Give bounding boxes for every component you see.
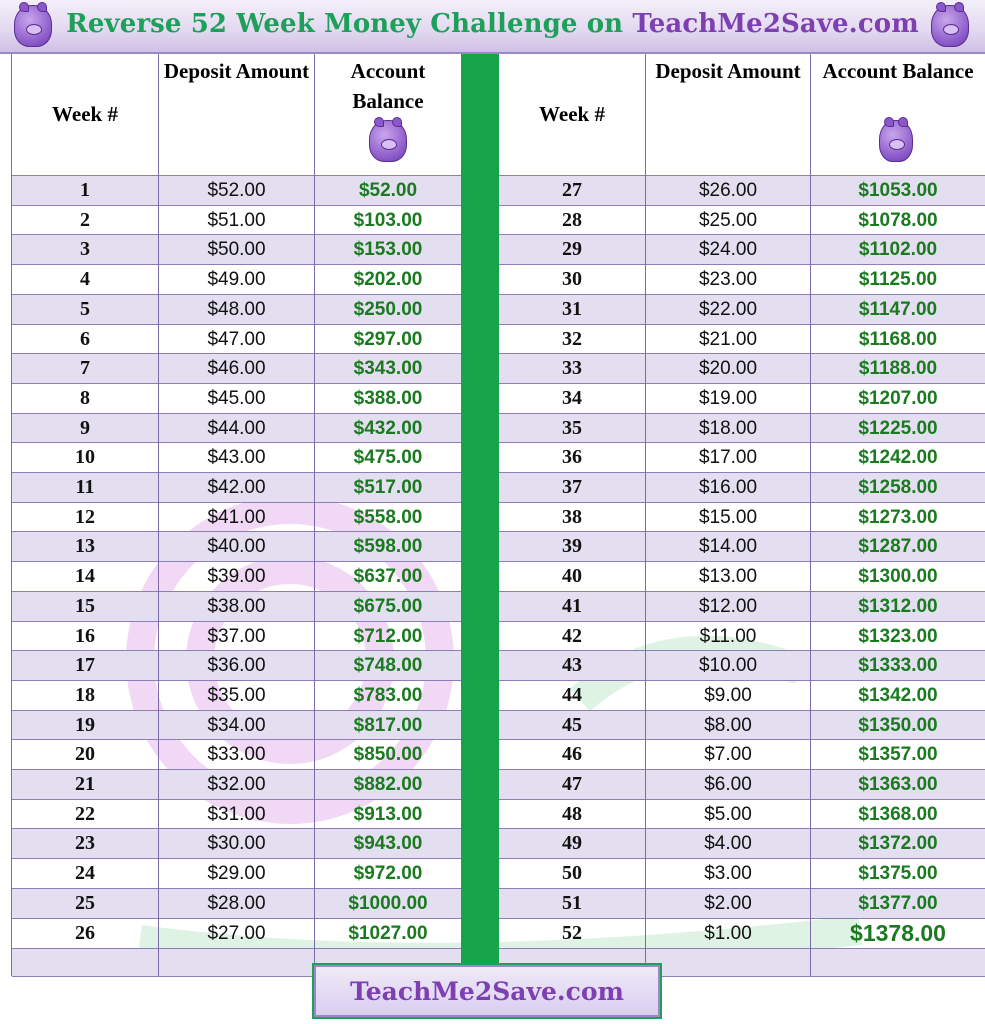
deposit-cell: $22.00 — [698, 298, 758, 320]
grid-line — [645, 54, 646, 976]
deposit-cell: $48.00 — [207, 298, 266, 320]
table-row — [12, 591, 461, 621]
deposit-cell: $33.00 — [207, 743, 266, 765]
deposit-cell: $4.00 — [704, 832, 752, 854]
table-row — [12, 769, 461, 799]
balance-cell: $1333.00 — [858, 654, 938, 676]
header-deposit: Deposit Amount — [163, 59, 310, 83]
week-cell: 37 — [562, 476, 582, 498]
header-deposit: Deposit Amount — [655, 59, 801, 83]
table-row — [499, 324, 985, 354]
balance-cell: $1323.00 — [858, 625, 938, 647]
table-row — [499, 205, 985, 235]
deposit-cell: $35.00 — [207, 684, 266, 706]
deposit-cell: $23.00 — [698, 268, 758, 290]
header-week: Week # — [52, 102, 118, 126]
week-cell: 13 — [75, 535, 95, 557]
center-divider — [461, 54, 499, 966]
week-cell: 11 — [75, 476, 95, 498]
week-cell: 36 — [562, 446, 582, 468]
table-row — [499, 680, 985, 710]
deposit-cell: $27.00 — [207, 922, 266, 944]
week-cell: 50 — [562, 862, 582, 884]
balance-cell: $343.00 — [353, 357, 423, 379]
deposit-cell: $2.00 — [704, 892, 752, 914]
table-row — [12, 799, 461, 829]
table-row — [499, 858, 985, 888]
balance-cell: $1258.00 — [858, 476, 938, 498]
table-row — [12, 650, 461, 680]
deposit-cell: $24.00 — [698, 238, 758, 260]
week-cell: 44 — [562, 684, 582, 706]
table-row — [12, 621, 461, 651]
deposit-cell: $15.00 — [698, 506, 758, 528]
week-cell: 30 — [562, 268, 582, 290]
balance-cell: $1378.00 — [850, 920, 946, 946]
deposit-cell: $10.00 — [698, 654, 758, 676]
balance-cell: $1125.00 — [858, 268, 938, 290]
table-row — [12, 472, 461, 502]
deposit-cell: $49.00 — [207, 268, 266, 290]
balance-cell: $1242.00 — [858, 446, 938, 468]
title-site-name: TeachMe2Save.com — [632, 9, 919, 39]
week-cell: 26 — [75, 922, 95, 944]
balance-cell: $1188.00 — [858, 357, 938, 379]
balance-cell: $913.00 — [353, 803, 423, 825]
deposit-cell: $47.00 — [207, 328, 266, 350]
deposit-cell: $13.00 — [698, 565, 758, 587]
week-cell: 46 — [562, 743, 582, 765]
week-cell: 14 — [75, 565, 95, 587]
week-cell: 51 — [562, 892, 582, 914]
table-row — [499, 294, 985, 324]
table-row — [12, 264, 461, 294]
balance-cell: $52.00 — [358, 179, 418, 201]
balance-cell: $1342.00 — [858, 684, 938, 706]
header-balance: Account Balance — [350, 59, 426, 113]
table-row — [12, 234, 461, 264]
balance-cell: $748.00 — [353, 654, 423, 676]
deposit-cell: $6.00 — [704, 773, 752, 795]
deposit-cell: $17.00 — [698, 446, 758, 468]
balance-cell: $1078.00 — [858, 209, 938, 231]
balance-cell: $1372.00 — [858, 832, 938, 854]
table-row — [12, 858, 461, 888]
deposit-cell: $51.00 — [207, 209, 266, 231]
deposit-cell: $8.00 — [704, 714, 752, 736]
deposit-cell: $46.00 — [207, 357, 266, 379]
balance-cell: $783.00 — [353, 684, 423, 706]
deposit-cell: $14.00 — [698, 535, 758, 557]
deposit-cell: $37.00 — [207, 625, 266, 647]
table-row — [12, 353, 461, 383]
week-cell: 9 — [80, 417, 90, 439]
table-row — [499, 502, 985, 532]
balance-cell: $1207.00 — [858, 387, 938, 409]
balance-cell: $1375.00 — [858, 862, 938, 884]
deposit-cell: $45.00 — [207, 387, 266, 409]
table-row — [12, 502, 461, 532]
balance-cell: $153.00 — [353, 238, 423, 260]
week-cell: 19 — [75, 714, 95, 736]
grid-line — [810, 54, 811, 976]
balance-cell: $1000.00 — [348, 892, 428, 914]
title-banner — [0, 0, 985, 54]
balance-cell: $817.00 — [353, 714, 423, 736]
table-row — [499, 353, 985, 383]
balance-cell: $598.00 — [353, 535, 423, 557]
table-row — [499, 888, 985, 918]
deposit-cell: $30.00 — [207, 832, 266, 854]
week-cell: 16 — [75, 625, 95, 647]
table-row — [12, 739, 461, 769]
header-balance: Account Balance — [822, 59, 974, 83]
week-cell: 32 — [562, 328, 582, 350]
table-row — [499, 264, 985, 294]
week-cell: 8 — [80, 387, 90, 409]
week-cell: 4 — [80, 268, 90, 290]
week-cell: 31 — [562, 298, 582, 320]
balance-cell: $558.00 — [353, 506, 423, 528]
week-cell: 35 — [562, 417, 582, 439]
deposit-cell: $38.00 — [207, 595, 266, 617]
table-row — [499, 442, 985, 472]
deposit-cell: $9.00 — [704, 684, 752, 706]
table-row — [12, 175, 461, 205]
deposit-cell: $40.00 — [207, 535, 266, 557]
table-row — [499, 799, 985, 829]
footer-site-badge: TeachMe2Save.com — [312, 963, 662, 1019]
deposit-cell: $41.00 — [207, 506, 266, 528]
week-cell: 5 — [80, 298, 90, 320]
balance-cell: $475.00 — [353, 446, 423, 468]
piggy-bank-icon — [931, 5, 969, 47]
deposit-cell: $16.00 — [698, 476, 758, 498]
week-cell: 34 — [562, 387, 582, 409]
deposit-cell: $44.00 — [207, 417, 266, 439]
balance-cell: $1053.00 — [858, 179, 938, 201]
table-row — [12, 413, 461, 443]
week-cell: 40 — [562, 565, 582, 587]
week-cell: 41 — [562, 595, 582, 617]
week-cell: 28 — [562, 209, 582, 231]
balance-cell: $850.00 — [353, 743, 423, 765]
week-cell: 52 — [562, 922, 582, 944]
week-cell: 25 — [75, 892, 95, 914]
page-title — [60, 9, 925, 39]
balance-cell: $1287.00 — [858, 535, 938, 557]
table-row — [499, 234, 985, 264]
table-row — [499, 561, 985, 591]
balance-cell: $1027.00 — [348, 922, 428, 944]
table-row — [499, 769, 985, 799]
header-week: Week # — [539, 102, 605, 126]
balance-cell: $297.00 — [353, 328, 423, 350]
grid-line — [158, 54, 159, 976]
week-cell: 18 — [75, 684, 95, 706]
deposit-cell: $5.00 — [704, 803, 752, 825]
balance-cell: $712.00 — [353, 625, 423, 647]
deposit-cell: $43.00 — [207, 446, 266, 468]
table-row — [499, 621, 985, 651]
table-row — [12, 918, 461, 948]
week-cell: 27 — [562, 179, 582, 201]
deposit-cell: $11.00 — [699, 625, 757, 647]
week-cell: 39 — [562, 535, 582, 557]
balance-cell: $1147.00 — [858, 298, 938, 320]
table-row — [499, 175, 985, 205]
deposit-cell: $26.00 — [698, 179, 758, 201]
week-cell: 7 — [80, 357, 90, 379]
week-cell: 45 — [562, 714, 582, 736]
balance-cell: $943.00 — [353, 832, 423, 854]
deposit-cell: $52.00 — [207, 179, 266, 201]
balance-cell: $1102.00 — [858, 238, 938, 260]
deposit-cell: $20.00 — [698, 357, 758, 379]
balance-cell: $1357.00 — [858, 743, 938, 765]
deposit-cell: $28.00 — [207, 892, 266, 914]
table-row — [12, 205, 461, 235]
table-row — [12, 888, 461, 918]
balance-cell: $675.00 — [353, 595, 423, 617]
balance-cell: $202.00 — [353, 268, 423, 290]
week-cell: 33 — [562, 357, 582, 379]
deposit-cell: $36.00 — [207, 654, 266, 676]
deposit-cell: $42.00 — [207, 476, 266, 498]
deposit-cell: $12.00 — [698, 595, 758, 617]
table-row — [12, 324, 461, 354]
week-cell: 38 — [562, 506, 582, 528]
table-row — [499, 739, 985, 769]
table-row — [12, 383, 461, 413]
balance-cell: $1273.00 — [858, 506, 938, 528]
table-row — [12, 294, 461, 324]
grid-line — [314, 54, 315, 976]
week-cell: 17 — [75, 654, 95, 676]
balance-cell: $1363.00 — [858, 773, 938, 795]
week-cell: 22 — [75, 803, 95, 825]
piggy-bank-icon — [879, 120, 913, 162]
balance-cell: $1300.00 — [858, 565, 938, 587]
balance-cell: $432.00 — [353, 417, 423, 439]
week-cell: 47 — [562, 773, 582, 795]
week-cell: 42 — [562, 625, 582, 647]
balance-cell: $250.00 — [353, 298, 423, 320]
table-row — [499, 710, 985, 740]
grid-line — [11, 54, 12, 976]
deposit-cell: $1.00 — [704, 922, 752, 944]
title-text: Reverse 52 Week Money Challenge on — [66, 9, 633, 39]
balance-cell: $388.00 — [353, 387, 423, 409]
deposit-cell: $32.00 — [207, 773, 266, 795]
week-cell: 10 — [75, 446, 95, 468]
table-row — [12, 561, 461, 591]
deposit-cell: $25.00 — [698, 209, 758, 231]
week-cell: 48 — [562, 803, 582, 825]
week-cell: 43 — [562, 654, 582, 676]
week-cell: 21 — [75, 773, 95, 795]
deposit-cell: $7.00 — [704, 743, 752, 765]
deposit-cell: $3.00 — [704, 862, 752, 884]
table-row — [499, 472, 985, 502]
week-cell: 3 — [80, 238, 90, 260]
week-cell: 29 — [562, 238, 582, 260]
balance-cell: $1377.00 — [858, 892, 938, 914]
balance-cell: $103.00 — [353, 209, 423, 231]
table-row — [12, 531, 461, 561]
balance-cell: $517.00 — [353, 476, 423, 498]
deposit-cell: $29.00 — [207, 862, 266, 884]
balance-cell: $637.00 — [353, 565, 423, 587]
balance-cell: $1350.00 — [858, 714, 938, 736]
week-cell: 20 — [75, 743, 95, 765]
balance-cell: $1225.00 — [858, 417, 938, 439]
week-cell: 23 — [75, 832, 95, 854]
table-row — [499, 918, 985, 948]
table-row — [12, 442, 461, 472]
deposit-cell: $19.00 — [698, 387, 758, 409]
table-row — [12, 710, 461, 740]
table-row — [12, 828, 461, 858]
table-row — [499, 828, 985, 858]
balance-cell: $1168.00 — [858, 328, 938, 350]
piggy-bank-icon — [369, 120, 407, 162]
table-row — [499, 650, 985, 680]
deposit-cell: $50.00 — [207, 238, 266, 260]
deposit-cell: $34.00 — [207, 714, 266, 736]
deposit-cell: $31.00 — [207, 803, 266, 825]
week-cell: 2 — [80, 209, 90, 231]
week-cell: 49 — [562, 832, 582, 854]
week-cell: 12 — [75, 506, 95, 528]
deposit-cell: $39.00 — [207, 565, 266, 587]
table-row — [499, 531, 985, 561]
deposit-cell: $18.00 — [698, 417, 758, 439]
balance-cell: $972.00 — [353, 862, 423, 884]
week-cell: 6 — [80, 328, 90, 350]
table-row — [499, 383, 985, 413]
piggy-bank-icon — [14, 5, 52, 47]
table-row — [499, 591, 985, 621]
balance-cell: $882.00 — [353, 773, 423, 795]
week-cell: 24 — [75, 862, 95, 884]
table-row — [12, 680, 461, 710]
table-row — [499, 413, 985, 443]
week-cell: 1 — [80, 179, 90, 201]
balance-cell: $1368.00 — [858, 803, 938, 825]
week-cell: 15 — [75, 595, 95, 617]
balance-cell: $1312.00 — [858, 595, 938, 617]
deposit-cell: $21.00 — [698, 328, 758, 350]
